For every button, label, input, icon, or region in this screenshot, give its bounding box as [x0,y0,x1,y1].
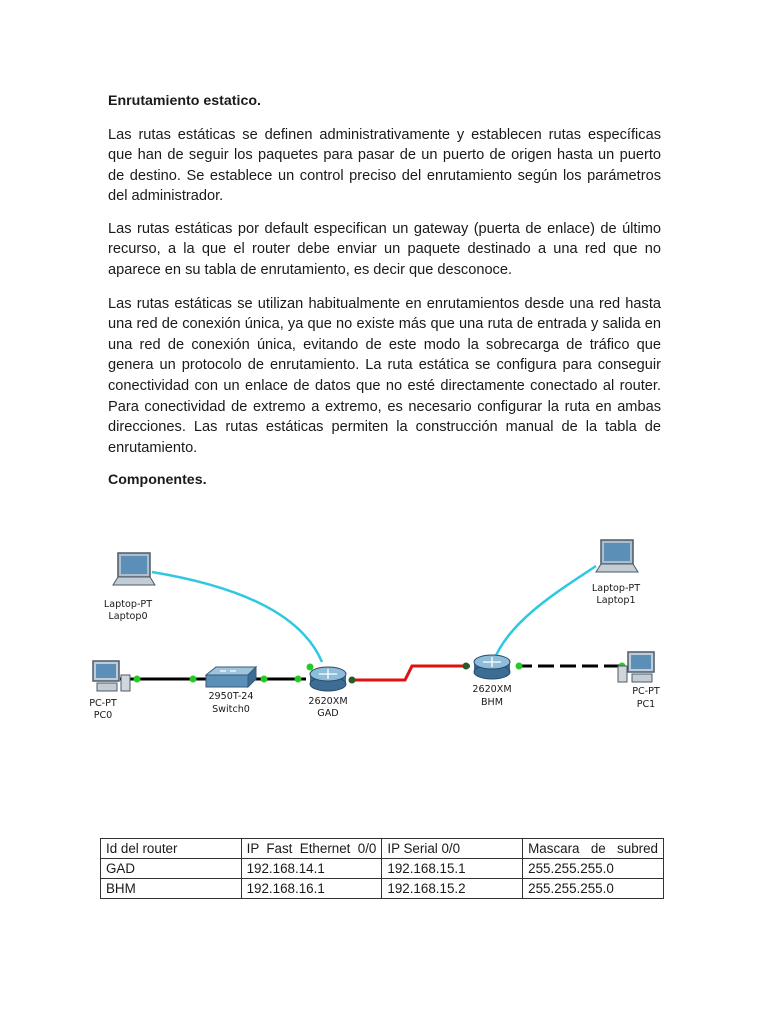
table-header-text: Mascara de subred [528,841,658,856]
table-cell: 192.168.14.1 [241,859,382,879]
table-header-text: IP Fast Ethernet 0/0 [246,841,377,856]
table-header-cell: IP Serial 0/0 [382,839,523,859]
laptop0-name-label: Laptop0 [108,611,148,622]
table-cell: BHM [101,879,242,899]
wireless-link-laptop0-gad [152,572,322,662]
pc0-name-label: PC0 [93,710,113,721]
router-icon [474,655,510,679]
serial-link-gad-bhm [350,666,470,680]
bhm-name-label: BHM [480,697,504,708]
table-cell: 255.255.255.0 [523,859,664,879]
paragraph-2: Las rutas estáticas por default especifican un gateway (puerta de enlace) de último recurso, a la que el router debe enviar un paquete destinado a una red que no aparece en su tabla de enrutamiento, es decir que desconoce. [108,220,661,278]
gad-model-label: 2620XM [308,696,348,707]
desktop-pc-icon [93,661,130,691]
laptop-icon [596,540,638,572]
table-cell: 255.255.255.0 [523,879,664,899]
pc0-model-label: PC-PT [89,698,117,709]
table-row [101,879,664,899]
pc1-model-label: PC-PT [632,686,660,697]
document-title: Enrutamiento estatico. [108,93,261,109]
bhm-model-label: 2620XM [472,684,512,695]
wireless-link-laptop1-bhm [494,566,596,660]
desktop-pc-icon [618,652,654,682]
table-cell: 192.168.15.1 [382,859,523,879]
switch0-name-label: Switch0 [212,704,250,715]
paragraph-1: Las rutas estáticas se definen administrativamente y establecen rutas específicas que han de seguir los paquetes para pasar de un puerto de origen hasta un puerto de destino. Se establece un control preciso del enrutamiento según los parámetros del administrador. [108,126,661,205]
table-cell: 192.168.16.1 [241,879,382,899]
table-header-cell [241,839,382,859]
router-icon [310,667,346,691]
table-cell: GAD [101,859,242,879]
components-heading: Componentes. [108,472,207,488]
switch-icon [206,667,256,687]
paragraph-3: Las rutas estáticas se utilizan habitualmente en enrutamientos desde una red hasta una red de conexión única, ya que no existe más que una ruta de entrada y salida en una red de conexión única, evitando de este modo la sobrecarga de tráfico que genera un protocolo de enrutamiento. La ruta estática se configura para conseguir conectividad con un enlace de datos que no esté directamente conectado al router. Para conectividad de extremo a extremo, es necesario configurar la ruta en ambas direcciones. Las rutas estáticas permiten la construcción manual de la tabla de enrutamiento. [108,295,661,456]
table-cell: 192.168.15.2 [382,879,523,899]
switch0-model-label: 2950T-24 [208,691,254,702]
link-status-indicators [134,655,626,684]
laptop0-model-label: Laptop-PT [103,599,153,610]
table-header-cell: Id del router [101,839,242,859]
table-header-row [101,839,664,859]
gad-name-label: GAD [317,708,339,719]
laptop1-model-label: Laptop-PT [591,583,641,594]
table-row [101,859,664,879]
laptop-icon [113,553,155,585]
laptop1-name-label: Laptop1 [596,595,636,606]
table-header-cell [523,839,664,859]
pc1-name-label: PC1 [636,699,656,710]
router-table [100,838,664,899]
